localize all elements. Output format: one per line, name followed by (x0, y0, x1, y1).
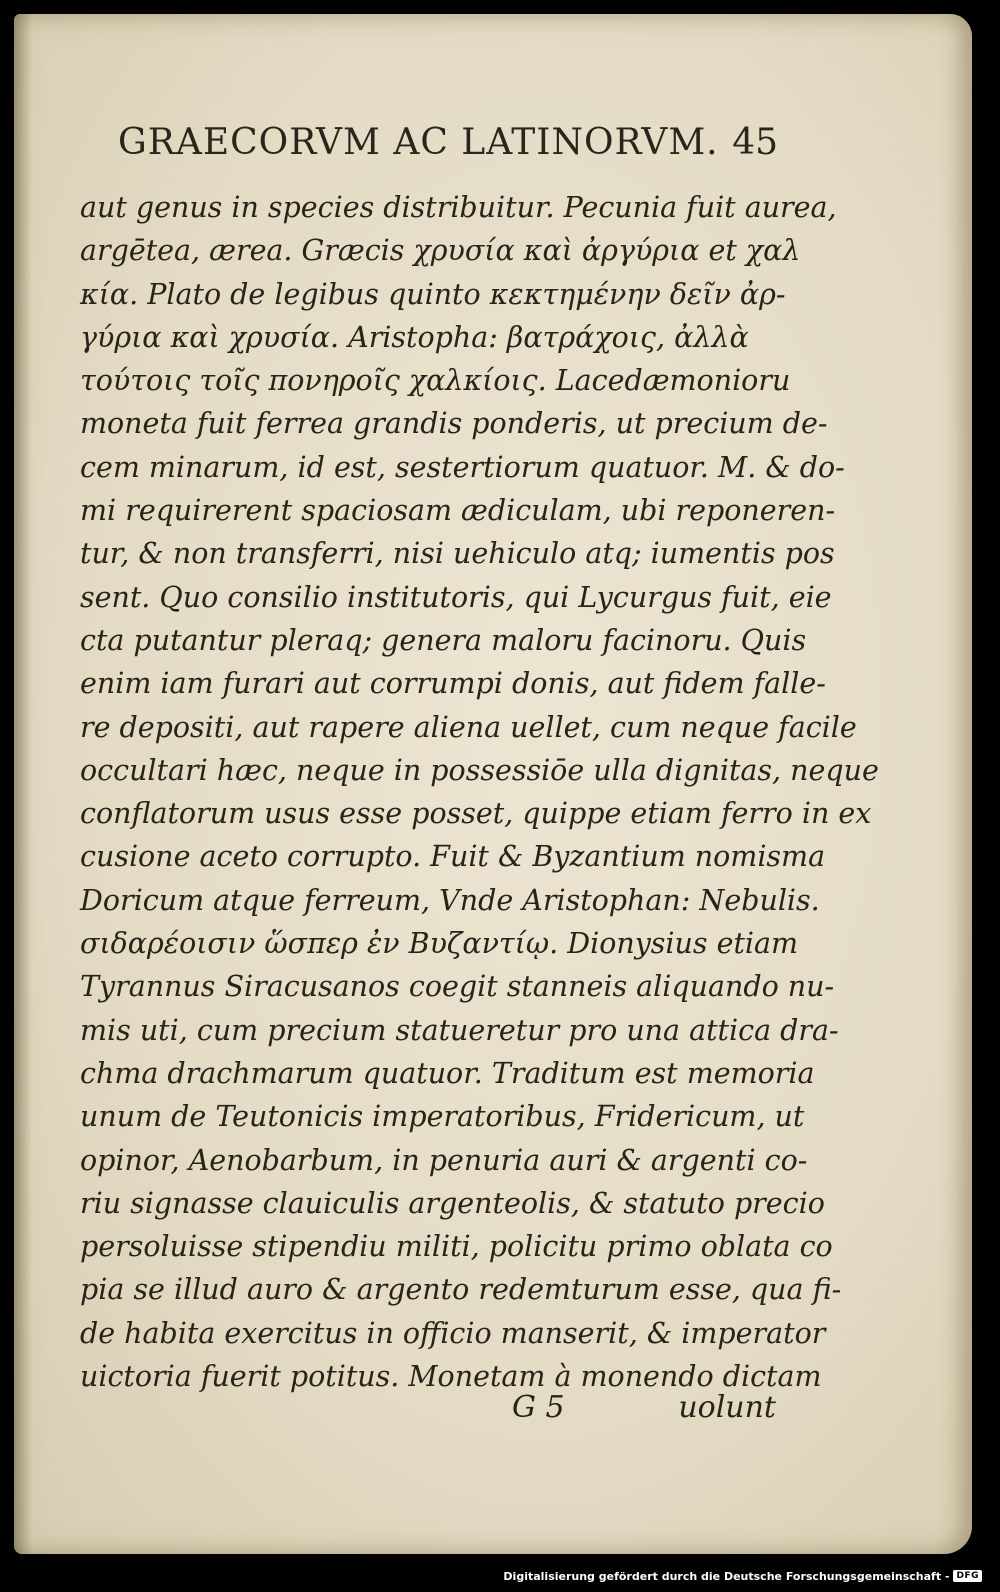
text-line: aut genus in species distribuitur. Pecunia fuit aurea, (80, 191, 837, 224)
catchword: uolunt (678, 1390, 776, 1425)
text-line: uictoria fuerit potitus. Monetam à monendo dictam (80, 1360, 822, 1394)
dfg-logo-icon: DFG (953, 1570, 982, 1582)
digitization-credit (503, 1566, 982, 1586)
text-line: riu signasse clauiculis argenteolis, & statuto precio (80, 1186, 825, 1220)
text-line: cta putantur pleraq; genera maloru facinoru. Quis (80, 623, 807, 657)
text-line: persoluisse stipendiu militi, policitu primo oblata co (80, 1230, 833, 1264)
text-line: Doricum atque ferreum, Vnde Aristophan: Nebulis. (80, 883, 820, 917)
text-line: σιδαρέοισιν ὥσπερ ἐν Βυζαντίῳ. Dionysius etiam (80, 927, 799, 961)
text-line: de habita exercitus in officio manserit, & imperator (80, 1316, 826, 1350)
running-head (118, 122, 778, 172)
text-line: enim iam furari aut corrumpi donis, aut fidem falle- (80, 667, 826, 701)
text-line: Tyrannus Siracusanos coegit stanneis aliquando nu- (80, 970, 835, 1004)
text-line: chma drachmarum quatuor. Traditum est memoria (80, 1056, 815, 1090)
text-line: moneta fuit ferrea grandis ponderis, ut precium de- (80, 407, 828, 441)
text-line: unum de Teutonicis imperatoribus, Fridericum, ut (80, 1100, 805, 1134)
text-line: sent. Quo consilio institutoris, qui Lycurgus fuit, eie (80, 580, 832, 614)
page-footer (80, 1390, 782, 1440)
page-number: 45 (732, 122, 778, 163)
text-line: mi requirerent spaciosam ædiculam, ubi reponeren- (80, 494, 836, 528)
text-line: conflatorum usus esse posset, quippe etiam ferro in ex (80, 797, 872, 831)
signature-mark: G 5 (512, 1390, 565, 1425)
text-line: cusione aceto corrupto. Fuit & Byzantium nomisma (80, 840, 826, 874)
book-page (14, 14, 972, 1554)
text-line: mis uti, cum precium statueretur pro una attica dra- (80, 1013, 839, 1047)
text-line: γύρια καὶ χρυσία. Aristopha: βατράχοις, ἀλλὰ (80, 320, 749, 354)
text-line: occultari hæc, neque in possessiōe ulla dignitas, neque (80, 753, 879, 787)
text-line: re depositi, aut rapere aliena uellet, cum neque facile (80, 710, 857, 744)
text-line: pia se illud auro & argento redemturum esse, qua fi- (80, 1273, 842, 1307)
credit-text: Digitalisierung gefördert durch die Deutsche Forschungsgemeinschaft - (503, 1569, 950, 1583)
text-line: τούτοις τοῖς πονηροῖς χαλκίοις. Lacedæmonioru (80, 364, 791, 398)
text-line: argētea, ærea. Græcis χρυσία καὶ ἀργύρια et χαλ (80, 234, 801, 268)
running-title: GRAECORVM AC LATINORVM. (118, 122, 719, 163)
text-line: tur, & non transferri, nisi uehiculo atq; iumentis pos (80, 537, 835, 571)
text-line: cem minarum, id est, sestertiorum quatuor. M. & do- (80, 450, 845, 484)
body-text (80, 186, 879, 1398)
text-line: κία. Plato de legibus quinto κεκτημένην δεῖν ἀρ- (80, 277, 786, 311)
page-gutter-shadow (14, 14, 32, 1554)
text-line: opinor, Aenobarbum, in penuria auri & argenti co- (80, 1143, 808, 1177)
